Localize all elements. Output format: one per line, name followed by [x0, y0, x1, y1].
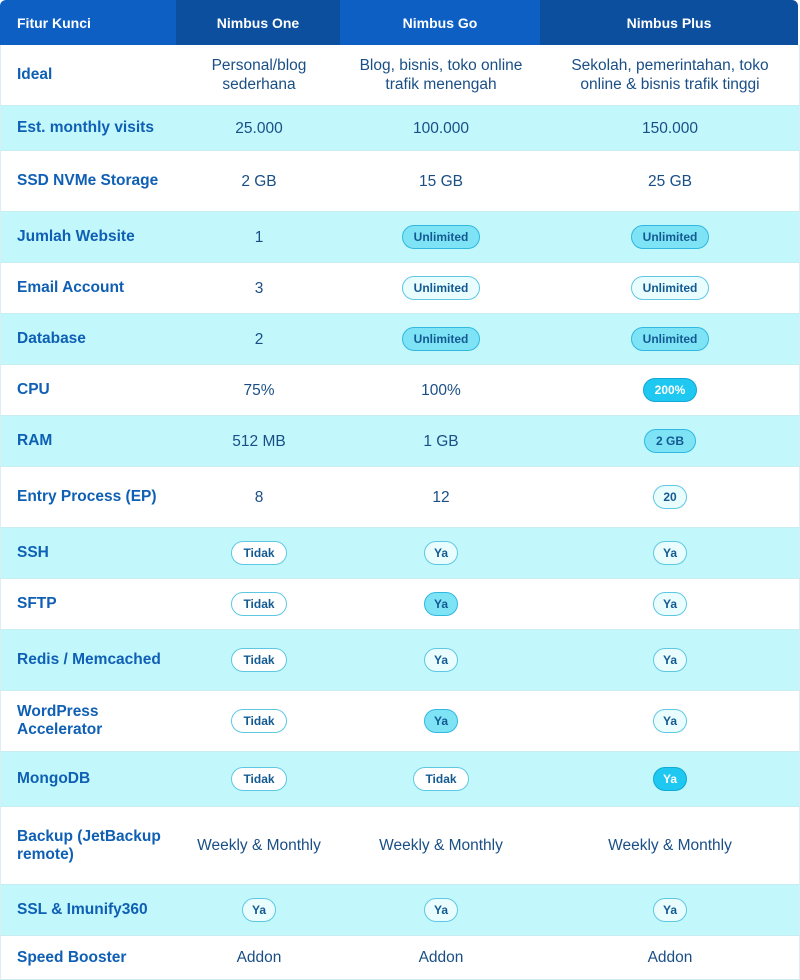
value-cell: 2 — [254, 330, 264, 348]
value-badge: Ya — [424, 592, 458, 616]
row-label: Entry Process (EP) — [17, 488, 157, 505]
value-badge: Tidak — [231, 541, 286, 565]
value-cell — [177, 528, 341, 578]
table-row — [0, 45, 800, 106]
value-cell: Weekly & Monthly — [379, 837, 503, 854]
value-cell: 3 — [254, 279, 264, 297]
value-cell — [541, 314, 799, 364]
row-label: Speed Booster — [17, 948, 127, 966]
value-badge: Ya — [653, 541, 687, 565]
value-badge: Tidak — [231, 592, 286, 616]
value-cell: 512 MB — [232, 432, 286, 450]
table-row — [0, 528, 800, 579]
value-badge: Unlimited — [402, 327, 481, 351]
row-label: CPU — [17, 381, 50, 398]
value-cell — [341, 212, 541, 262]
value-cell: Personal/blog sederhana — [211, 57, 307, 93]
value-badge: Unlimited — [631, 225, 710, 249]
row-label: MongoDB — [17, 770, 91, 787]
value-cell — [341, 630, 541, 690]
table-row — [0, 936, 800, 980]
value-cell: Addon — [418, 949, 464, 966]
value-cell — [341, 579, 541, 629]
value-cell — [541, 528, 799, 578]
value-cell: 100% — [421, 381, 461, 399]
table-row — [0, 365, 800, 416]
value-cell: 75% — [243, 381, 275, 399]
value-cell: Sekolah, pemerintahan, toko online & bisnis trafik tinggi — [571, 57, 769, 93]
value-badge: Unlimited — [631, 276, 710, 300]
value-cell — [177, 630, 341, 690]
row-label: Database — [17, 330, 86, 347]
value-cell: 100.000 — [412, 119, 470, 137]
value-cell — [341, 528, 541, 578]
value-cell: 2 GB — [241, 172, 277, 190]
value-badge: Unlimited — [631, 327, 710, 351]
value-badge: 20 — [653, 485, 686, 509]
row-label: Jumlah Website — [17, 228, 135, 245]
value-cell: 150.000 — [641, 119, 699, 137]
value-cell — [541, 467, 799, 527]
value-cell — [177, 752, 341, 806]
table-row — [0, 263, 800, 314]
value-badge: Ya — [424, 709, 458, 733]
value-badge: Ya — [653, 767, 687, 791]
value-badge: Ya — [653, 898, 687, 922]
value-cell: Addon — [236, 949, 282, 966]
value-cell — [341, 885, 541, 935]
table-row — [0, 151, 800, 212]
value-badge: 200% — [643, 378, 698, 402]
value-cell: 1 GB — [423, 432, 459, 450]
value-badge: Ya — [424, 541, 458, 565]
row-label: SFTP — [17, 595, 57, 612]
value-cell: Blog, bisnis, toko online trafik menengah — [359, 57, 523, 93]
table-row — [0, 314, 800, 365]
value-badge: Tidak — [231, 709, 286, 733]
value-badge: Unlimited — [402, 276, 481, 300]
row-label: SSD NVMe Storage — [17, 172, 159, 189]
value-cell: Weekly & Monthly — [197, 837, 321, 854]
value-cell — [541, 263, 799, 313]
value-cell — [541, 885, 799, 935]
value-badge: Tidak — [231, 767, 286, 791]
header-plan-nimbus-plus: Nimbus Plus — [540, 0, 798, 45]
value-badge: Unlimited — [402, 225, 481, 249]
value-cell — [541, 691, 799, 751]
table-row — [0, 752, 800, 807]
value-cell — [541, 365, 799, 415]
value-cell — [177, 579, 341, 629]
row-label: Redis / Memcached — [17, 651, 161, 668]
header-plan-nimbus-go: Nimbus Go — [340, 0, 540, 45]
value-cell — [541, 212, 799, 262]
row-label: Ideal — [17, 66, 53, 83]
value-cell: 15 GB — [419, 172, 463, 190]
value-cell: 25.000 — [235, 119, 283, 137]
table-row — [0, 212, 800, 263]
row-label: RAM — [17, 432, 53, 449]
row-label: SSL & Imunify360 — [17, 901, 148, 918]
value-cell — [177, 691, 341, 751]
value-badge: 2 GB — [644, 429, 696, 453]
value-badge: Ya — [653, 592, 687, 616]
value-cell: 12 — [432, 488, 450, 506]
value-cell: Addon — [647, 949, 693, 966]
value-badge: Ya — [242, 898, 276, 922]
header-plan-nimbus-one: Nimbus One — [176, 0, 340, 45]
value-cell — [541, 752, 799, 806]
value-badge: Ya — [424, 898, 458, 922]
value-cell — [341, 263, 541, 313]
row-label: WordPress Accelerator — [17, 703, 103, 738]
value-cell — [541, 579, 799, 629]
value-badge: Ya — [653, 709, 687, 733]
value-cell: 1 — [254, 228, 264, 246]
value-cell — [541, 416, 799, 466]
header-feature: Fitur Kunci — [0, 0, 176, 45]
row-label: Email Account — [17, 279, 125, 296]
value-cell: Weekly & Monthly — [608, 837, 732, 854]
value-cell — [341, 752, 541, 806]
table-row — [0, 579, 800, 630]
value-badge: Ya — [424, 648, 458, 672]
table-row — [0, 691, 800, 752]
row-label: Est. monthly visits — [17, 119, 154, 136]
value-cell: 8 — [254, 488, 264, 506]
value-cell — [177, 885, 341, 935]
value-cell — [341, 691, 541, 751]
table-row — [0, 416, 800, 467]
table-row — [0, 467, 800, 528]
value-badge: Tidak — [413, 767, 468, 791]
value-cell: 25 GB — [648, 172, 692, 190]
row-label: Backup (JetBackup remote) — [17, 827, 161, 863]
table-row — [0, 807, 800, 885]
value-cell — [341, 314, 541, 364]
table-row — [0, 630, 800, 691]
table-body — [0, 45, 800, 980]
row-label: SSH — [17, 544, 49, 561]
table-header-row — [0, 0, 800, 45]
value-badge: Ya — [653, 648, 687, 672]
table-row — [0, 885, 800, 936]
table-row — [0, 106, 800, 151]
value-badge: Tidak — [231, 648, 286, 672]
value-cell — [541, 630, 799, 690]
